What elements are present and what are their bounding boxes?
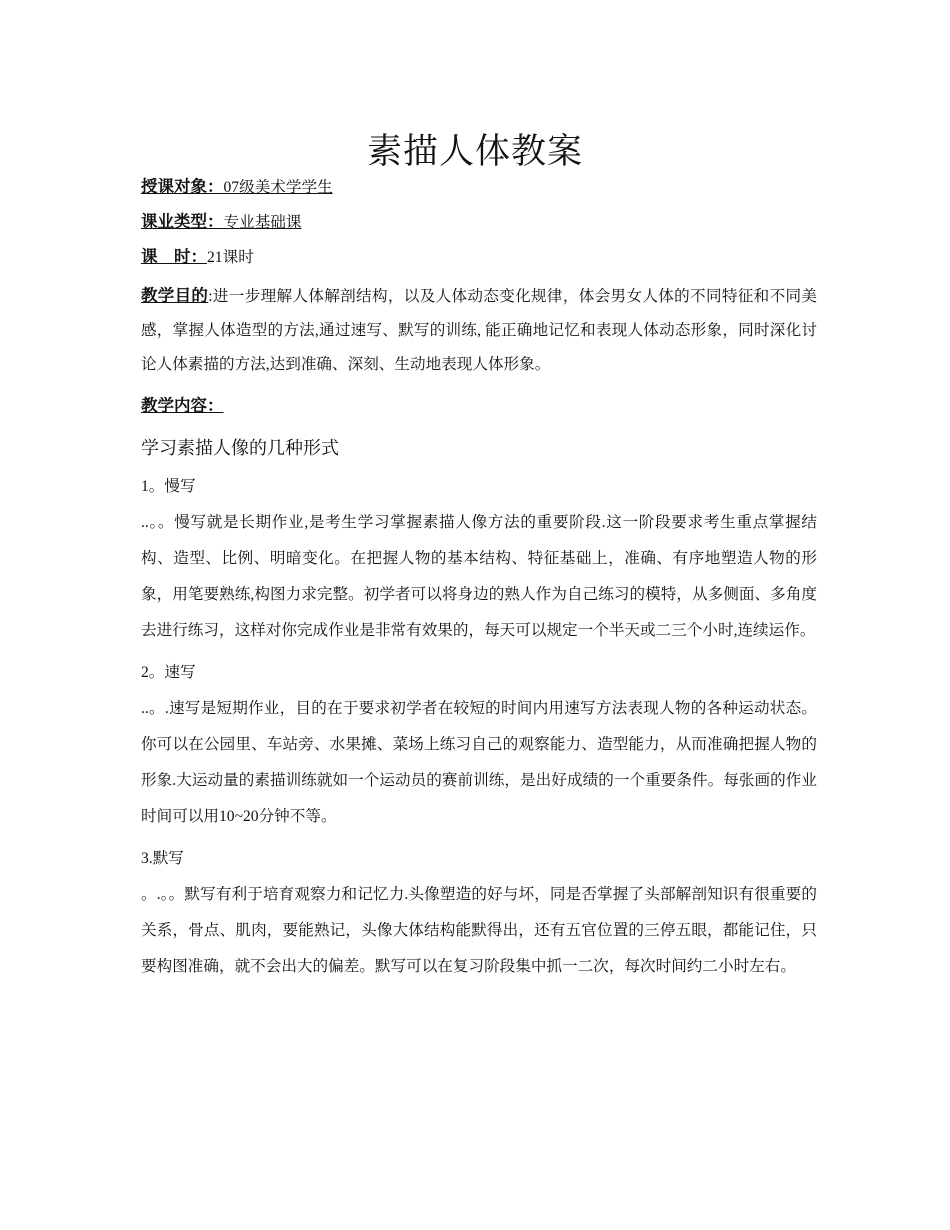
section-heading-quick-sketch: 2。速写: [141, 664, 196, 681]
hours-label: 课 时：: [141, 247, 207, 266]
purpose-text: :进一步理解人体解剖结构，以及人体动态变化规律，体会男女人体的不同特征和不同美感，掌握人体造型的方法,通过速写、默写的训练, 能正确地记忆和表现人体动态形象，同时深化讨论人体素描的方法,达到准确、深刻、生动地表现人体形象。: [141, 288, 817, 373]
content-subtitle: 学习素描人像的几种形式: [141, 438, 339, 458]
section-heading-slow-sketch: 1。慢写: [141, 478, 196, 495]
course-type-value: 专业基础课: [223, 214, 302, 231]
section-text-slow-sketch: ..。。慢写就是长期作业,是考生学习掌握素描人像方法的重要阶段.这一阶段要求考生重点掌握结构、造型、比例、明暗变化。在把握人物的基本结构、特征基础上，准确、有序地塑造人物的形象，用笔要熟练,构图力求完整。初学者可以将身边的熟人作为自己练习的模特，从多侧面、多角度去进行练习，这样对你完成作业是非常有效果的，每天可以规定一个半天或二三个小时,连续运作。: [141, 514, 817, 639]
document-title: 素描人体教案: [366, 132, 583, 171]
hours-value: 21课时: [207, 249, 254, 266]
hours-line: [141, 244, 817, 270]
section-text-quick-sketch: ..。.速写是短期作业，目的在于要求初学者在较短的时间内用速写方法表现人物的各种运动状态。你可以在公园里、车站旁、水果摊、菜场上练习自己的观察能力、造型能力，从而准确把握人物的形象.大运动量的素描训练就如一个运动员的赛前训练，是出好成绩的一个重要条件。每张画的作业时间可以用10~20分钟不等。: [141, 700, 817, 825]
content-heading-line: [141, 392, 817, 421]
content-heading: 教学内容：: [141, 396, 224, 415]
section-heading-memory-sketch: 3.默写: [141, 850, 184, 867]
audience-label: 授课对象：: [141, 177, 224, 196]
course-type-line: [141, 209, 817, 235]
purpose-paragraph: [141, 279, 817, 382]
purpose-label: 教学目的: [141, 286, 209, 305]
course-type-label: 课业类型：: [141, 212, 224, 231]
audience-value: 07级美术学学生: [223, 179, 333, 196]
section-text-memory-sketch: 。.。。默写有利于培育观察力和记忆力.头像塑造的好与坏，同是否掌握了头部解剖知识有很重要的关系，骨点、肌肉，要能熟记，头像大体结构能默得出，还有五官位置的三停五眼，都能记住，只要构图准确，就不会出大的偏差。默写可以在复习阶段集中抓一二次，每次时间约二小时左右。: [141, 886, 817, 975]
audience-line: [141, 174, 817, 200]
document-body: [141, 174, 817, 985]
